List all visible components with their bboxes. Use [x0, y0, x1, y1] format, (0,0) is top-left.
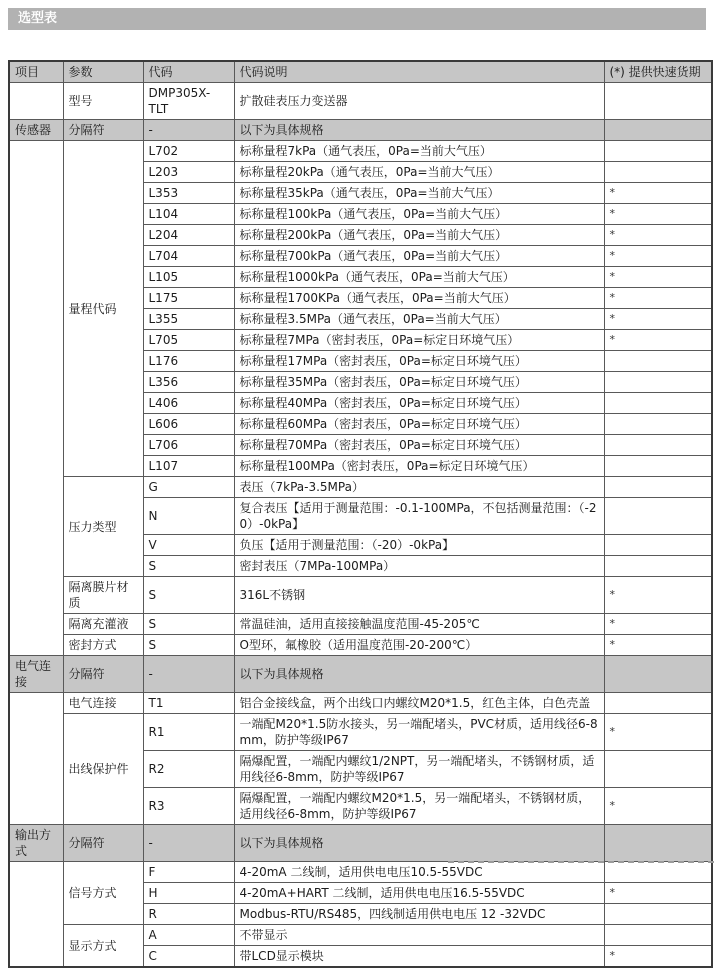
cell-code: S: [143, 635, 234, 656]
cell-param: 密封方式: [63, 635, 143, 656]
cell-desc: 以下为具体规格: [234, 656, 604, 693]
cell-desc: 带LCD显示模块: [234, 946, 604, 968]
cell-code: S: [143, 556, 234, 577]
cell-fast-delivery: *: [604, 288, 712, 309]
cell-code: R2: [143, 751, 234, 788]
cell-code: L606: [143, 414, 234, 435]
cell-param: 压力类型: [63, 477, 143, 577]
cell-param: 量程代码: [63, 141, 143, 477]
cell-desc: 316L不锈钢: [234, 577, 604, 614]
cell-desc: 标称量程35MPa（密封表压，0Pa=标定日环境气压）: [234, 372, 604, 393]
cell-fast-delivery: *: [604, 635, 712, 656]
cell-fast-delivery: *: [604, 204, 712, 225]
cell-fast-delivery: *: [604, 788, 712, 825]
cell-desc: 4-20mA 二线制，适用供电电压10.5-55VDC: [234, 862, 604, 883]
cell-fast-delivery: [604, 162, 712, 183]
cell-fast-delivery: [604, 435, 712, 456]
cell-item: [9, 862, 63, 968]
cell-desc: O型环，氟橡胶（适用温度范围-20-200℃）: [234, 635, 604, 656]
cell-fast-delivery: *: [604, 883, 712, 904]
cell-code: L176: [143, 351, 234, 372]
cell-desc: 扩散硅表压力变送器: [234, 83, 604, 120]
table-header-row: [9, 61, 712, 83]
cell-code: -: [143, 120, 234, 141]
cell-code: L704: [143, 246, 234, 267]
cell-code: L702: [143, 141, 234, 162]
cell-desc: 以下为具体规格: [234, 120, 604, 141]
cell-code: R: [143, 904, 234, 925]
cell-code: S: [143, 577, 234, 614]
cell-fast-delivery: *: [604, 246, 712, 267]
cell-fast-delivery: *: [604, 577, 712, 614]
cell-fast-delivery: [604, 83, 712, 120]
cell-code: L356: [143, 372, 234, 393]
cell-desc: 以下为具体规格: [234, 825, 604, 862]
selection-table: [8, 60, 713, 968]
cell-code: G: [143, 477, 234, 498]
cell-fast-delivery: [604, 825, 712, 862]
cell-fast-delivery: *: [604, 330, 712, 351]
cell-fast-delivery: [604, 904, 712, 925]
cell-code: H: [143, 883, 234, 904]
table-row: [9, 693, 712, 714]
cell-code: A: [143, 925, 234, 946]
cell-fast-delivery: *: [604, 225, 712, 246]
cell-param: 分隔符: [63, 656, 143, 693]
cell-code: S: [143, 614, 234, 635]
cell-code: V: [143, 535, 234, 556]
table-row: [9, 862, 712, 883]
cell-code: L203: [143, 162, 234, 183]
section-separator-row: [9, 825, 712, 862]
table-row: [9, 714, 712, 751]
cell-fast-delivery: [604, 393, 712, 414]
cell-desc: 4-20mA+HART 二线制，适用供电电压16.5-55VDC: [234, 883, 604, 904]
cell-desc: 一端配M20*1.5防水接头，另一端配堵头，PVC材质，适用线径6-8mm，防护等级IP67: [234, 714, 604, 751]
cell-fast-delivery: [604, 477, 712, 498]
table-row: [9, 577, 712, 614]
cell-param: 信号方式: [63, 862, 143, 925]
col-header-param: 参数: [63, 61, 143, 83]
cell-desc: 负压【适用于测量范围：（-20）-0kPa】: [234, 535, 604, 556]
cell-code: L175: [143, 288, 234, 309]
section-separator-row: [9, 656, 712, 693]
cell-fast-delivery: *: [604, 183, 712, 204]
cell-fast-delivery: *: [604, 309, 712, 330]
table-row: [9, 141, 712, 162]
cell-fast-delivery: [604, 925, 712, 946]
cell-code: L105: [143, 267, 234, 288]
cell-code: L705: [143, 330, 234, 351]
cell-fast-delivery: [604, 372, 712, 393]
cell-fast-delivery: [604, 751, 712, 788]
table-row: [9, 635, 712, 656]
cell-desc: 隔爆配置，一端配内螺纹1/2NPT，另一端配堵头，不锈钢材质，适用线径6-8mm，防护等级IP67: [234, 751, 604, 788]
cell-code: L353: [143, 183, 234, 204]
cell-item: [9, 693, 63, 825]
cell-desc: 表压（7kPa-3.5MPa）: [234, 477, 604, 498]
cell-desc: 标称量程35kPa（通气表压，0Pa=当前大气压）: [234, 183, 604, 204]
page-break-dashed-line: [448, 861, 714, 863]
cell-desc: Modbus-RTU/RS485，四线制适用供电电压 12 -32VDC: [234, 904, 604, 925]
cell-fast-delivery: [604, 456, 712, 477]
col-header-fast-delivery: (*) 提供快速货期: [604, 61, 712, 83]
cell-fast-delivery: [604, 556, 712, 577]
cell-desc: 标称量程40MPa（密封表压，0Pa=标定日环境气压）: [234, 393, 604, 414]
cell-desc: 铝合金接线盒，两个出线口内螺纹M20*1.5，红色主体，白色壳盖: [234, 693, 604, 714]
cell-desc: 标称量程100MPa（密封表压，0Pa=标定日环境气压）: [234, 456, 604, 477]
cell-fast-delivery: *: [604, 267, 712, 288]
cell-desc: 不带显示: [234, 925, 604, 946]
cell-fast-delivery: *: [604, 946, 712, 968]
cell-param: 型号: [63, 83, 143, 120]
cell-desc: 标称量程70MPa（密封表压，0Pa=标定日环境气压）: [234, 435, 604, 456]
col-header-code: 代码: [143, 61, 234, 83]
cell-code: C: [143, 946, 234, 968]
cell-desc: 标称量程200kPa（通气表压，0Pa=当前大气压）: [234, 225, 604, 246]
cell-fast-delivery: [604, 120, 712, 141]
table-row: [9, 925, 712, 946]
cell-item: 电气连接: [9, 656, 63, 693]
cell-code: F: [143, 862, 234, 883]
cell-desc: 标称量程1700KPa（通气表压，0Pa=当前大气压）: [234, 288, 604, 309]
cell-code: L204: [143, 225, 234, 246]
cell-code: L706: [143, 435, 234, 456]
cell-desc: 标称量程3.5MPa（通气表压，0Pa=当前大气压）: [234, 309, 604, 330]
cell-item: [9, 83, 63, 120]
cell-desc: 标称量程7kPa（通气表压，0Pa=当前大气压）: [234, 141, 604, 162]
cell-code: L107: [143, 456, 234, 477]
cell-fast-delivery: [604, 862, 712, 883]
cell-param: 电气连接: [63, 693, 143, 714]
cell-param: 分隔符: [63, 825, 143, 862]
table-row: [9, 83, 712, 120]
cell-param: 隔离充灌液: [63, 614, 143, 635]
cell-code: L355: [143, 309, 234, 330]
cell-item: [9, 141, 63, 656]
table-row: [9, 477, 712, 498]
cell-desc: 密封表压（7MPa-100MPa）: [234, 556, 604, 577]
cell-desc: 标称量程17MPa（密封表压，0Pa=标定日环境气压）: [234, 351, 604, 372]
cell-fast-delivery: *: [604, 714, 712, 751]
cell-desc: 复合表压【适用于测量范围：-0.1-100MPa，不包括测量范围：（-20）-0kPa】: [234, 498, 604, 535]
cell-code: -: [143, 656, 234, 693]
cell-param: 分隔符: [63, 120, 143, 141]
cell-desc: 隔爆配置，一端配内螺纹M20*1.5，另一端配堵头，不锈钢材质，适用线径6-8mm，防护等级IP67: [234, 788, 604, 825]
cell-code: -: [143, 825, 234, 862]
cell-code: L406: [143, 393, 234, 414]
cell-code: N: [143, 498, 234, 535]
cell-fast-delivery: [604, 656, 712, 693]
cell-fast-delivery: [604, 141, 712, 162]
section-separator-row: [9, 120, 712, 141]
cell-desc: 标称量程1000kPa（通气表压，0Pa=当前大气压）: [234, 267, 604, 288]
cell-fast-delivery: [604, 351, 712, 372]
cell-item: 输出方式: [9, 825, 63, 862]
cell-fast-delivery: [604, 535, 712, 556]
cell-fast-delivery: [604, 498, 712, 535]
cell-code: L104: [143, 204, 234, 225]
col-header-item: 项目: [9, 61, 63, 83]
cell-code: R3: [143, 788, 234, 825]
cell-item: 传感器: [9, 120, 63, 141]
cell-code: R1: [143, 714, 234, 751]
cell-desc: 标称量程60MPa（密封表压，0Pa=标定日环境气压）: [234, 414, 604, 435]
cell-param: 显示方式: [63, 925, 143, 968]
cell-desc: 标称量程20kPa（通气表压，0Pa=当前大气压）: [234, 162, 604, 183]
cell-desc: 常温硅油，适用直接接触温度范围-45-205℃: [234, 614, 604, 635]
cell-desc: 标称量程100kPa（通气表压，0Pa=当前大气压）: [234, 204, 604, 225]
cell-fast-delivery: [604, 693, 712, 714]
cell-param: 隔离膜片材质: [63, 577, 143, 614]
cell-param: 出线保护件: [63, 714, 143, 825]
cell-desc: 标称量程7MPa（密封表压，0Pa=标定日环境气压）: [234, 330, 604, 351]
cell-fast-delivery: *: [604, 614, 712, 635]
cell-desc: 标称量程700kPa（通气表压，0Pa=当前大气压）: [234, 246, 604, 267]
table-row: [9, 614, 712, 635]
cell-fast-delivery: [604, 414, 712, 435]
col-header-desc: 代码说明: [234, 61, 604, 83]
cell-code: DMP305X-TLT: [143, 83, 234, 120]
cell-code: T1: [143, 693, 234, 714]
page-title: 选型表: [8, 8, 706, 30]
